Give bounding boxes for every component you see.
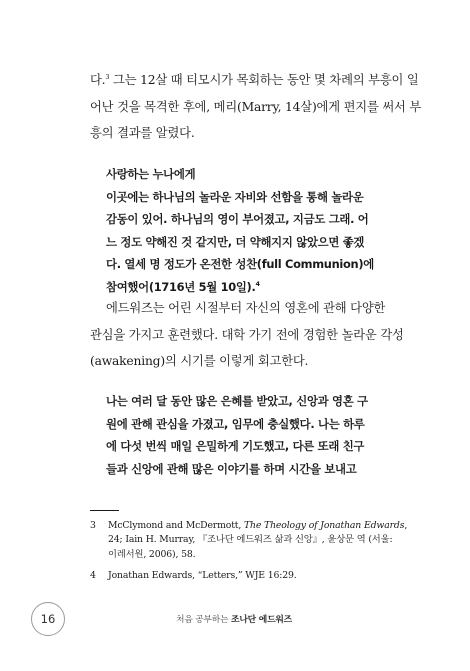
book-title: The Theology of Jonathan Edwards <box>243 520 405 531</box>
footnote-number: 4 <box>90 570 96 582</box>
letter-line: 다. 열세 명 정도가 온전한 성찬(full Communion)에 <box>106 257 374 272</box>
letter-line-last: 참여했어(1716년 5월 10일).$^4$ <box>106 279 260 294</box>
intro-line-3: 흥의 결과를 알렸다. <box>90 126 195 141</box>
page-number: 16 <box>31 602 65 636</box>
awakening-paragraph <box>90 295 404 375</box>
footnote-4: 4 Jonathan Edwards, “Letters,” WJE 16:29. <box>90 569 382 583</box>
quote-line: 나는 여러 달 동안 많은 은혜를 받았고, 신앙과 영혼 구 <box>106 394 368 408</box>
running-footer <box>144 612 324 625</box>
series-title-light: 처음 공부하는 <box>176 615 229 625</box>
quote-line: 에 다섯 번씩 매일 은밀하게 기도했고, 다른 또래 친구 <box>106 439 365 454</box>
series-title-bold: 조나단 에드워즈 <box>231 615 292 625</box>
reflection-quote <box>106 390 382 480</box>
intro-line-2: 어난 것을 목격한 후에, 메리(Marry, 14살)에게 편지를 써서 부 <box>90 99 422 114</box>
footnote-ref-3: 3 <box>105 72 110 81</box>
intro-line-1: 다.$^3$ 그는 12살 때 티모시가 목회하는 동안 몇 차례의 부흥이 일 <box>90 72 419 87</box>
intro-paragraph <box>90 67 422 147</box>
para-line: (awakening)의 시기를 이렇게 회고한다. <box>90 354 309 369</box>
letter-salutation: 사랑하는 누나에게 <box>106 167 196 181</box>
para-line: 에드워즈는 어린 시절부터 자신의 영혼에 관해 다양한 <box>106 301 386 315</box>
letter-quote <box>106 163 382 299</box>
letter-line: 감동이 있어. 하나님의 영이 부어졌고, 지금도 그래. 어 <box>106 212 369 227</box>
letter-line: 이곳에는 하나님의 놀라운 자비와 선함을 통해 놀라운 <box>106 189 364 204</box>
footnote-number: 3 <box>90 520 96 531</box>
footnotes <box>90 519 408 591</box>
quote-line: 들과 신앙에 관해 많은 이야기를 하며 시간을 보내고 <box>106 461 357 476</box>
footnote-3: 3 McClymond and McDermott, The Theology of Jonathan Edwards, 24; Iain H. Murray, 『조나단 에드워즈 삶과 신앙』, 윤상문 역 (서울: 이레서원, 2006), 58. <box>90 519 382 562</box>
letter-line: 느 정도 약해진 것 같지만, 더 약해지지 않았으면 좋겠 <box>106 234 365 249</box>
footnote-ref-4: 4 <box>255 280 260 289</box>
para-line: 관심을 가지고 훈련했다. 대학 가기 전에 경험한 놀라운 각성 <box>90 327 404 342</box>
quote-line: 원에 관해 관심을 가졌고, 임무에 충실했다. 나는 하루 <box>106 416 365 431</box>
footnote-divider <box>90 510 119 511</box>
